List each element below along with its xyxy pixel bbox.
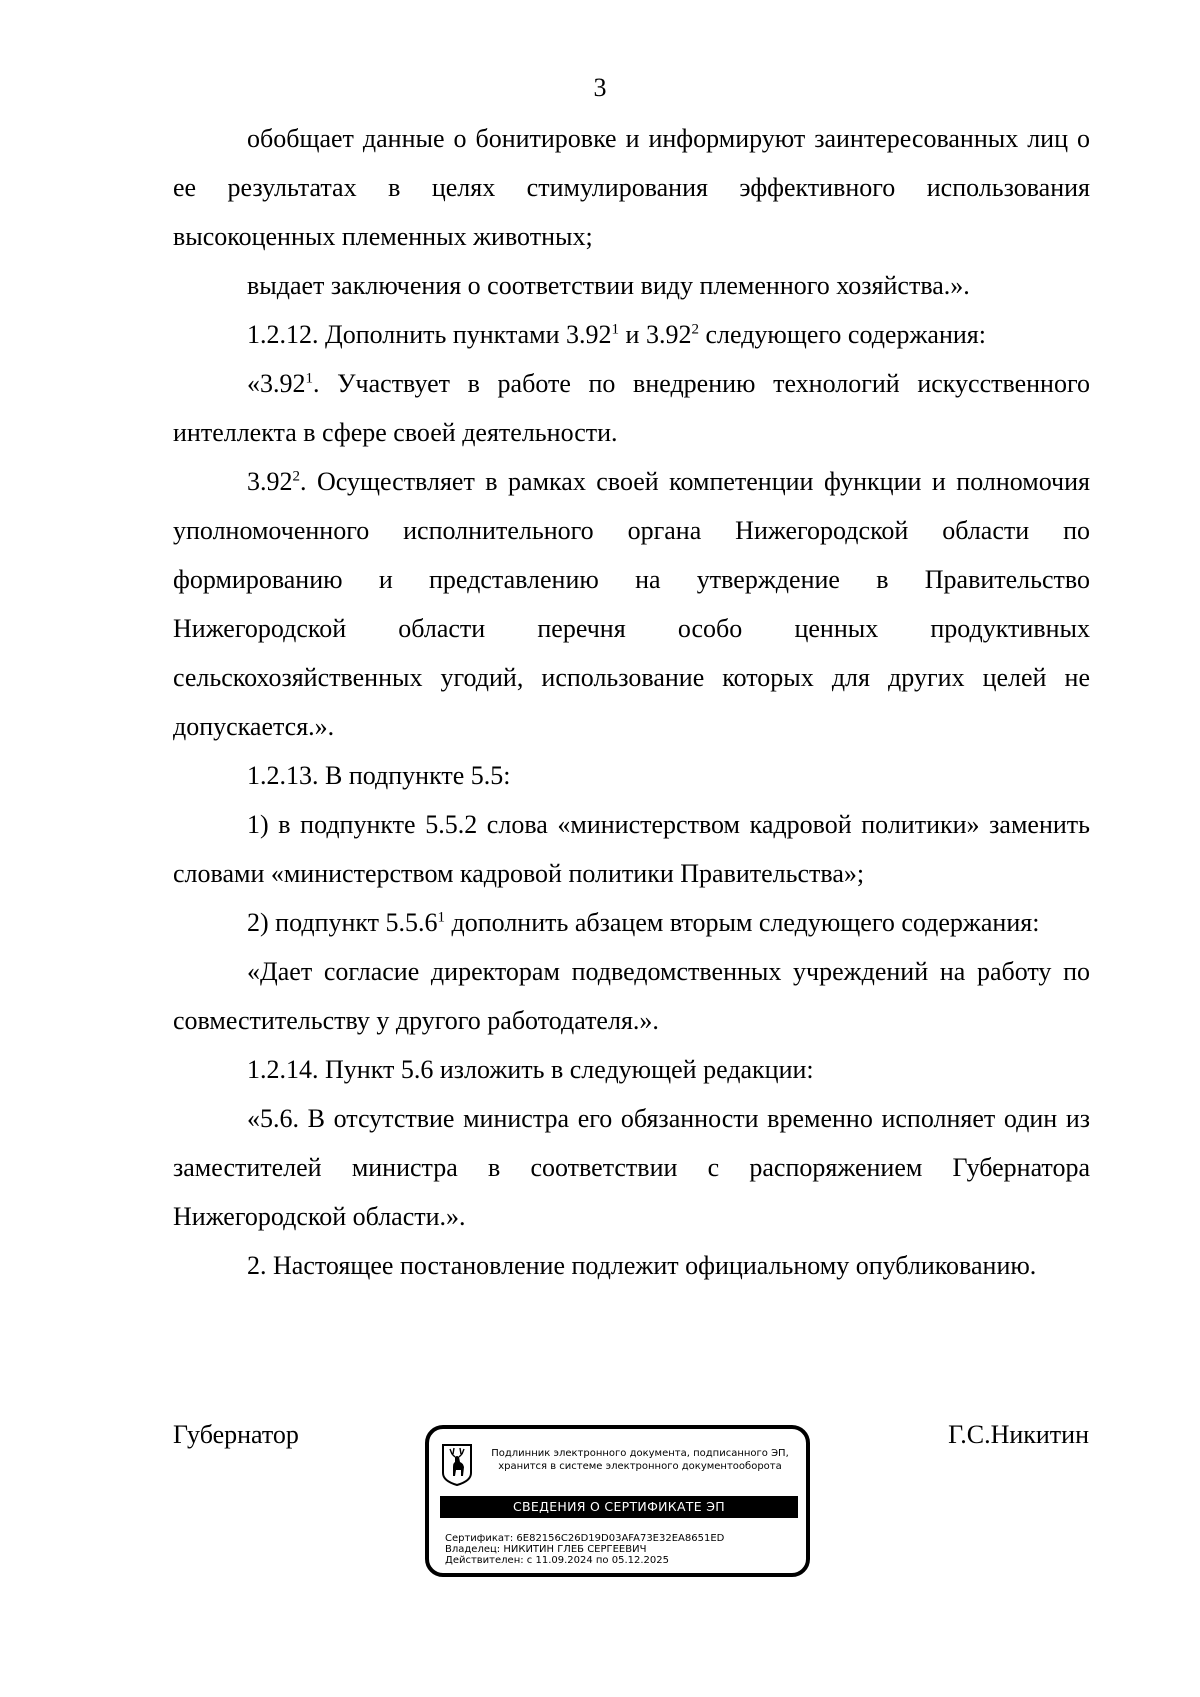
stamp-validity: Действителен: с 11.09.2024 по 05.12.2025 — [445, 1555, 669, 1566]
paragraph-3 — [173, 310, 1090, 359]
signature-name: Г.С.Никитин — [948, 1420, 1089, 1449]
stamp-certificate: Сертификат: 6E82156C26D19D03AFA73E32EA8651ED — [445, 1533, 725, 1544]
text-segment: дополнить абзацем вторым следующего содержания: — [445, 908, 1040, 937]
stamp-details — [445, 1533, 724, 1566]
text-segment: следующего содержания: — [698, 320, 986, 349]
stamp-owner: Владелец: НИКИТИН ГЛЕБ СЕРГЕЕВИЧ — [445, 1544, 647, 1555]
paragraph-1: обобщает данные о бонитировке и информируют заинтересованных лиц о ее результатах в целях стимулирования эффективного использования высокоценных племенных животных; — [173, 124, 1090, 251]
superscript: 1 — [305, 370, 313, 387]
electronic-signature-stamp — [425, 1425, 810, 1577]
paragraph-11: «5.6. В отсутствие министра его обязанности временно исполняет один из заместителей министра в соответствии с распоряжением Губернатора Нижегородской области.». — [173, 1104, 1090, 1231]
paragraph-12: 2. Настоящее постановление подлежит официальному опубликованию. — [247, 1251, 1037, 1280]
text-segment: 2) подпункт 5.5.6 — [247, 908, 438, 937]
page-number: 3 — [593, 73, 607, 102]
superscript: 2 — [292, 468, 300, 485]
text-segment: «3.92 — [247, 369, 306, 398]
text-segment: и 3.92 — [619, 320, 692, 349]
superscript: 2 — [691, 321, 699, 338]
signature-position: Губернатор — [173, 1420, 299, 1449]
paragraph-10: 1.2.14. Пункт 5.6 изложить в следующей редакции: — [247, 1055, 814, 1084]
document-body — [173, 114, 1090, 1290]
paragraph-4 — [173, 359, 1090, 457]
paragraph-2: выдает заключения о соответствии виду племенного хозяйства.». — [247, 271, 970, 300]
paragraph-5 — [173, 457, 1090, 751]
superscript: 1 — [437, 909, 446, 926]
deer-emblem-icon — [441, 1443, 473, 1487]
text-segment: . Осуществляет в рамках своей компетенции функции и полномочия уполномоченного исполнительного органа Нижегородской области по формированию и представлению на утверждение в Правительство Нижегородской области перечня особо ценных продуктивных сельскохозяйственных угодий, использование которых для других целей не допускается.». — [173, 467, 1090, 741]
superscript: 1 — [611, 321, 620, 338]
paragraph-8 — [173, 898, 1090, 947]
stamp-header: Подлинник электронного документа, подписанного ЭП, хранится в системе электронного документооборота — [491, 1448, 789, 1472]
text-segment: 1.2.12. Дополнить пунктами 3.92 — [247, 320, 612, 349]
paragraph-7: 1) в подпункте 5.5.2 слова «министерством кадровой политики» заменить словами «министерством кадровой политики Правительства»; — [173, 810, 1090, 888]
paragraph-6: 1.2.13. В подпункте 5.5: — [247, 761, 511, 790]
text-segment: 3.92 — [247, 467, 293, 496]
paragraph-9: «Дает согласие директорам подведомственных учреждений на работу по совместительству у другого работодателя.». — [173, 957, 1090, 1035]
text-segment: . Участвует в работе по внедрению технологий искусственного интеллекта в сфере своей деятельности. — [173, 369, 1090, 447]
stamp-title-bar: СВЕДЕНИЯ О СЕРТИФИКАТЕ ЭП — [440, 1496, 798, 1518]
